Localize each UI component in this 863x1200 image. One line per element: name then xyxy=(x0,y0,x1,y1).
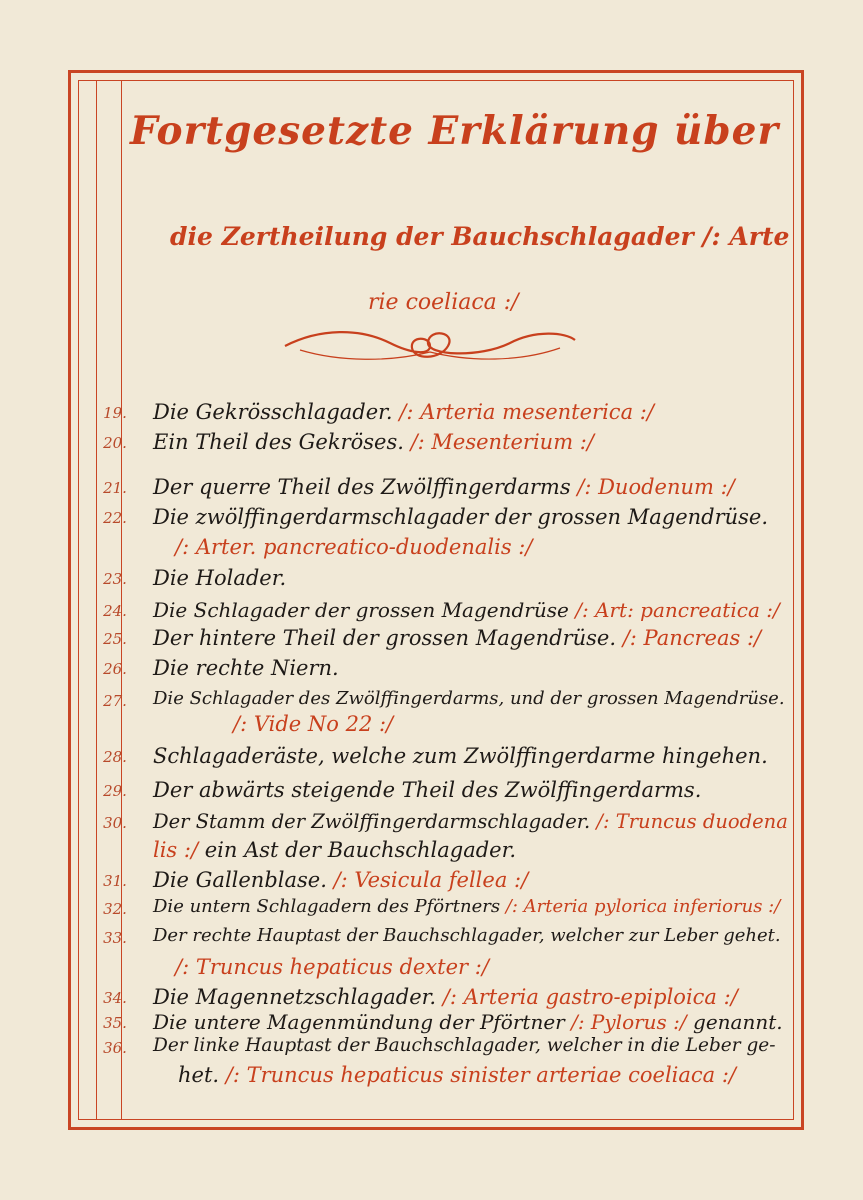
page-title: Fortgesetzte Erklärung über xyxy=(130,108,780,154)
entry-line xyxy=(153,868,528,892)
latin-term: lis :/ xyxy=(153,838,199,862)
entry-line xyxy=(153,475,735,499)
german-text-after: genannt. xyxy=(686,1010,783,1034)
german-text: het. xyxy=(178,1063,226,1087)
latin-term: /: Arteria mesenterica :/ xyxy=(399,400,654,424)
latin-term: /: Truncus duodena xyxy=(596,810,788,833)
german-text: Schlagaderäste, welche zum Zwölffingerdarme hingehen. xyxy=(153,744,768,768)
entry-number: 25. xyxy=(103,630,127,648)
flourish-ornament xyxy=(280,318,580,368)
german-text: Der hintere Theil der grossen Magendrüse. xyxy=(153,626,623,650)
entry-line xyxy=(153,566,286,590)
entry-number: 35. xyxy=(103,1014,127,1032)
entry-number: 20. xyxy=(103,434,127,452)
entry-line xyxy=(175,535,532,559)
latin-term: /: Arteria gastro-epiploica :/ xyxy=(442,985,738,1009)
entry-line xyxy=(153,656,339,680)
german-text: Die Holader. xyxy=(153,566,287,590)
entry-number: 28. xyxy=(103,748,127,766)
entry-number: 27. xyxy=(103,692,127,710)
german-text: Ein Theil des Gekröses. xyxy=(153,430,411,454)
entry-line xyxy=(153,810,788,833)
entry-line xyxy=(175,955,489,979)
german-text: Die untern Schlagadern des Pförtners xyxy=(153,896,506,917)
latin-term: /: Truncus hepaticus sinister arteriae coeliaca :/ xyxy=(225,1063,737,1087)
entry-number: 22. xyxy=(103,509,127,527)
entry-line xyxy=(153,744,768,768)
entry-line xyxy=(153,985,738,1009)
entry-line xyxy=(153,430,594,454)
entry-number: 19. xyxy=(103,404,127,422)
entry-line xyxy=(153,778,701,802)
german-text: Die untere Magenmündung der Pförtner xyxy=(153,1010,572,1034)
german-text: Der abwärts steigende Theil des Zwölffingerdarms. xyxy=(153,778,702,802)
latin-term: /: Arteria pylorica inferiorus :/ xyxy=(505,896,781,917)
entry-number: 36. xyxy=(103,1039,127,1057)
latin-term: /: Vesicula fellea :/ xyxy=(333,868,529,892)
entry-number: 31. xyxy=(103,872,127,890)
entry-line xyxy=(153,1035,776,1056)
latin-term: /: Arter. pancreatico-duodenalis :/ xyxy=(175,535,533,559)
entry-line xyxy=(153,896,780,917)
german-text: Die Gekrösschlagader. xyxy=(153,400,400,424)
german-text: Die rechte Niern. xyxy=(153,656,339,680)
entry-line xyxy=(153,598,780,622)
entry-number: 26. xyxy=(103,660,127,678)
entry-line xyxy=(233,712,393,736)
entry-number: 24. xyxy=(103,602,127,620)
entry-line xyxy=(178,1063,736,1087)
latin-term: /: Pylorus :/ xyxy=(571,1010,687,1034)
german-text: Der linke Hauptast der Bauchschlagader, welcher in die Leber ge- xyxy=(153,1035,776,1056)
entry-line xyxy=(153,925,781,946)
german-text: Der rechte Hauptast der Bauchschlagader, welcher zur Leber gehet. xyxy=(153,925,781,946)
latin-term: /: Art: pancreatica :/ xyxy=(575,598,780,622)
latin-term: /: Pancreas :/ xyxy=(622,626,762,650)
latin-term: /: Mesenterium :/ xyxy=(410,430,594,454)
german-text-after: ein Ast der Bauchschlagader. xyxy=(198,838,517,862)
entry-line xyxy=(153,1010,783,1034)
entry-line xyxy=(153,838,516,862)
margin-rule-right xyxy=(121,80,122,1120)
entry-number: 29. xyxy=(103,782,127,800)
entry-number: 21. xyxy=(103,479,127,497)
margin-rule-left xyxy=(96,80,97,1120)
entry-number: 34. xyxy=(103,989,127,1007)
latin-term: /: Duodenum :/ xyxy=(577,475,735,499)
entry-line xyxy=(153,626,761,650)
entry-number: 23. xyxy=(103,570,127,588)
german-text: Die Schlagader der grossen Magendrüse xyxy=(153,598,576,622)
german-text: Die zwölffingerdarmschlagader der grossen Magendrüse. xyxy=(153,505,769,529)
latin-term: /: Vide No 22 :/ xyxy=(233,712,394,736)
german-text: Der querre Theil des Zwölffingerdarms xyxy=(153,475,578,499)
german-text: Die Gallenblase. xyxy=(153,868,334,892)
german-text: Die Schlagader des Zwölffingerdarms, und der grossen Magendrüse. xyxy=(153,688,785,709)
page-subtitle: die Zertheilung der Bauchschlagader /: Arte xyxy=(170,222,790,251)
entry-line xyxy=(153,688,785,709)
german-text: Der Stamm der Zwölffingerdarmschlagader. xyxy=(153,810,597,833)
entry-number: 30. xyxy=(103,814,127,832)
entry-number: 33. xyxy=(103,929,127,947)
page-subtitle-continuation: rie coeliaca :/ xyxy=(368,290,519,315)
latin-term: /: Truncus hepaticus dexter :/ xyxy=(175,955,489,979)
german-text: Die Magennetzschlagader. xyxy=(153,985,443,1009)
entry-line xyxy=(153,400,654,424)
entry-line xyxy=(153,505,768,529)
entry-number: 32. xyxy=(103,900,127,918)
